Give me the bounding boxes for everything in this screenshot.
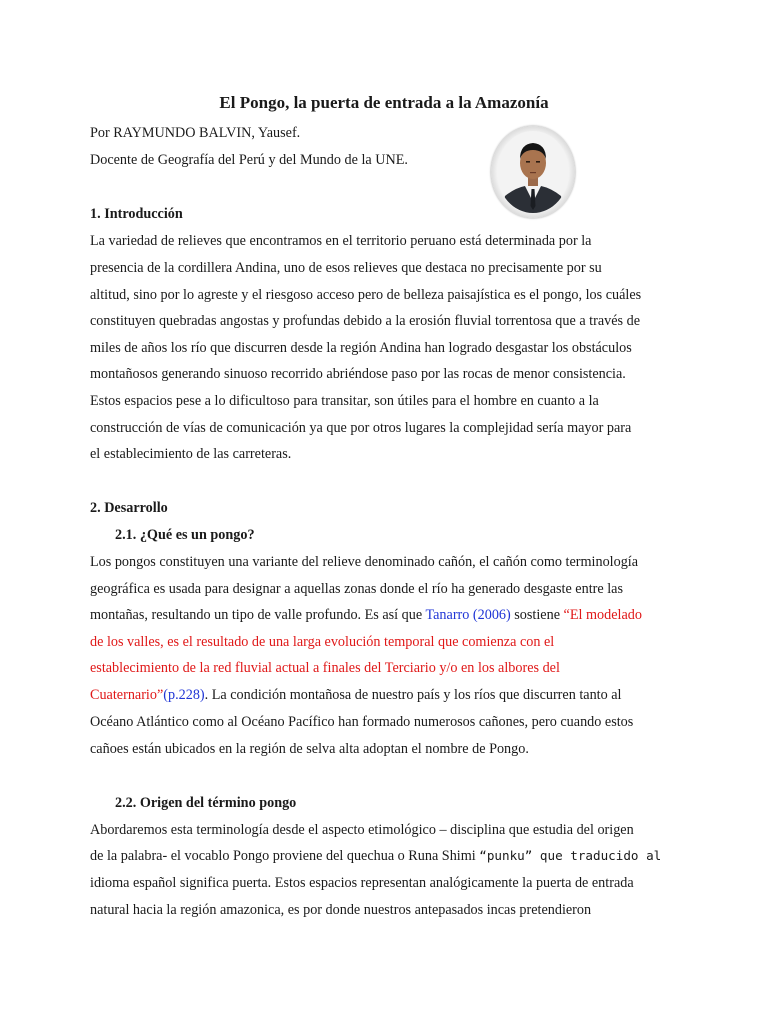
subsection-heading-origen: 2.2. Origen del término pongo (115, 795, 297, 811)
paragraph-line: cañoes están ubicados en la región de selva alta adoptan el nombre de Pongo. (90, 741, 529, 757)
paragraph-line: Océano Atlántico como al Océano Pacífico han formado numerosos cañones, pero cuando estos (90, 714, 634, 730)
citation-link[interactable]: Tanarro (2006) (425, 607, 511, 623)
paragraph-line: montañosos generando sinuoso recorrido abriéndose paso por las rocas de menor consistencia. (90, 366, 626, 382)
paragraph-line (90, 606, 690, 624)
section-heading-desarrollo: 2. Desarrollo (90, 500, 168, 516)
paragraph-text: que traducido al (532, 848, 662, 863)
paragraph-line: Los pongos constituyen una variante del relieve denominado cañón, el cañón como terminología (90, 554, 639, 570)
paragraph-line (90, 847, 690, 865)
paragraph-line: el establecimiento de las carreteras. (90, 446, 292, 462)
quote-text: “El modelado (563, 607, 642, 623)
quote-text: Cuaternario” (90, 687, 164, 703)
paragraph-text: . La condición montañosa de nuestro país y los ríos que discurren tanto al (204, 687, 622, 703)
quote-line: de los valles, es el resultado de una larga evolución temporal que comienza con el (90, 634, 555, 650)
section-heading-introduccion: 1. Introducción (90, 206, 183, 222)
document-title: El Pongo, la puerta de entrada a la Amazonía (219, 93, 549, 112)
paragraph-line: altitud, sino por lo agreste y el riesgoso acceso pero de belleza paisajística es el pongo, los cuáles (90, 287, 642, 303)
paragraph-text: montañas, resultando un tipo de valle profundo. Es así que (90, 607, 426, 623)
paragraph-text: de la palabra- el vocablo Pongo proviene del quechua o Runa Shimi (90, 848, 480, 864)
page-reference: (p.228) (163, 687, 205, 703)
position-line: Docente de Geografía del Perú y del Mundo de la UNE. (90, 152, 408, 168)
quoted-term: “punku” (479, 848, 533, 863)
paragraph-line: construcción de vías de comunicación ya que por otros lugares la complejidad sería mayor para (90, 420, 632, 436)
paragraph-line: geográfica es usada para designar a aquellas zonas donde el río ha generado desgaste entre las (90, 581, 623, 597)
paragraph-line (90, 686, 690, 704)
paragraph-line: constituyen quebradas angostas y profundas debido a la erosión fluvial torrentosa que a través de (90, 313, 640, 329)
paragraph-line: Abordaremos esta terminología desde el aspecto etimológico – disciplina que estudia del origen (90, 822, 634, 838)
paragraph-line: presencia de la cordillera Andina, uno de esos relieves que destaca no precisamente por su (90, 260, 602, 276)
paragraph-text: sostiene (510, 607, 564, 623)
quote-line: establecimiento de la red fluvial actual a finales del Terciario y/o en los albores del (90, 660, 560, 676)
paragraph-line: La variedad de relieves que encontramos en el territorio peruano está determinada por la (90, 233, 592, 249)
paragraph-line: natural hacia la región amazonica, es por donde nuestros antepasados incas pretendieron (90, 902, 592, 918)
author-line: Por RAYMUNDO BALVIN, Yausef. (90, 125, 301, 141)
paragraph-line: idioma español significa puerta. Estos espacios representan analógicamente la puerta de entrada (90, 875, 634, 891)
paragraph-line: Estos espacios pese a lo dificultoso para transitar, son útiles para el hombre en cuanto a la (90, 393, 599, 409)
subsection-heading-que-es-pongo: 2.1. ¿Qué es un pongo? (115, 527, 255, 543)
paragraph-line: miles de años los río que discurren desde la región Andina han logrado desgastar los obstáculos (90, 340, 632, 356)
